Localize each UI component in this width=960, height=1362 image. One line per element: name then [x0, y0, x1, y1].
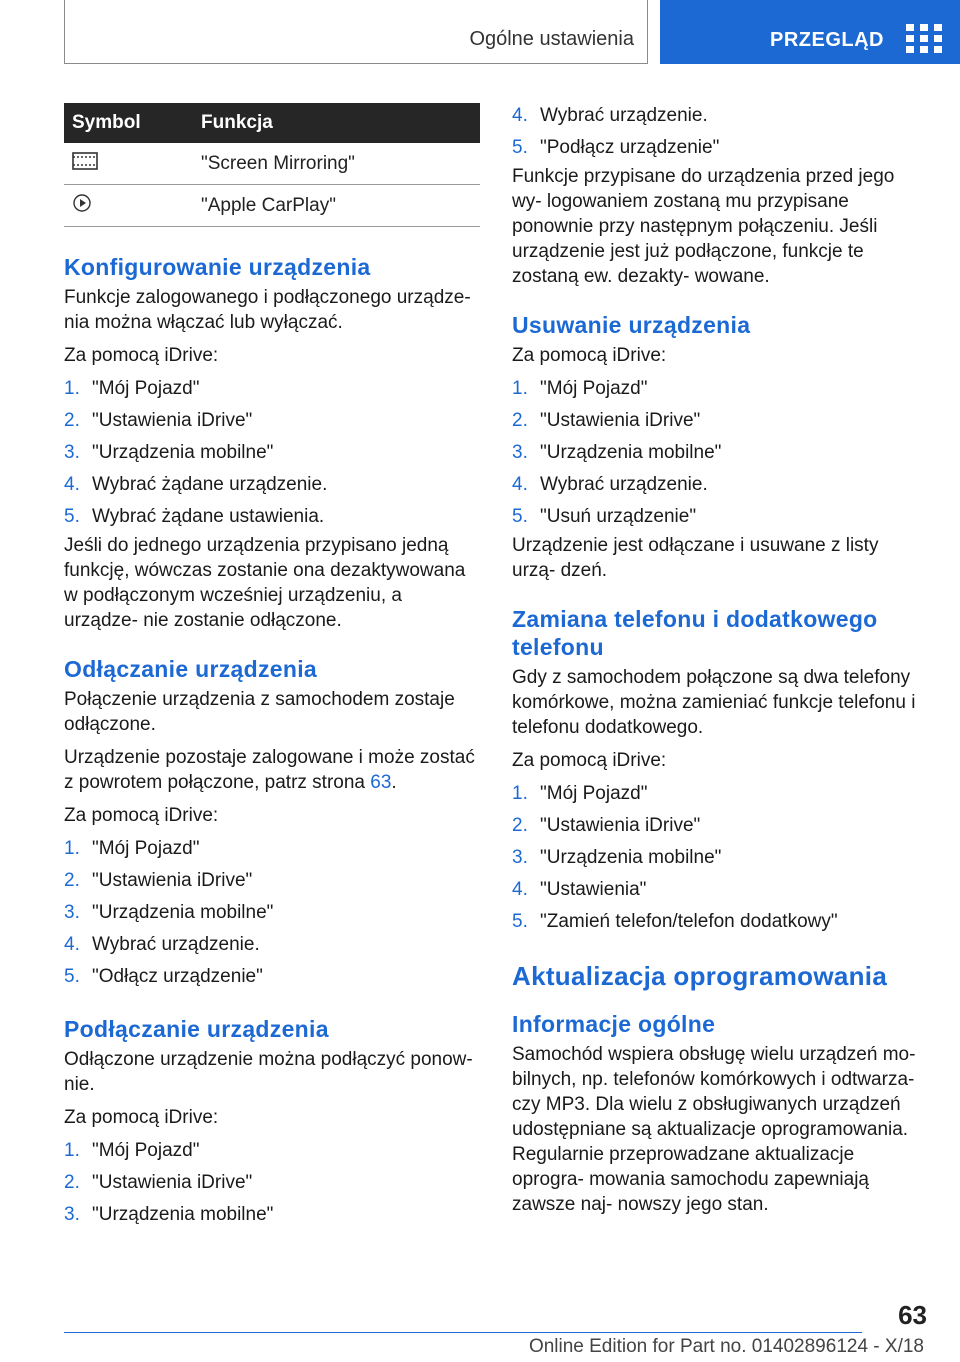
steps-list [512, 778, 924, 938]
table-header-row [64, 103, 480, 143]
paragraph: Urządzenie pozostaje zalogowane i może zostać z powrotem połączone, patrz strona 63. [64, 747, 475, 793]
list-item: 3. "Urządzenia mobilne" [64, 442, 274, 463]
table-cell-function: "Screen Mirroring" [201, 143, 480, 185]
right-column [512, 100, 924, 1217]
list-item: 3. "Urządzenia mobilne" [512, 442, 722, 463]
list-item: 5. "Zamień telefon/telefon dodatkowy" [512, 911, 838, 932]
section-title-box [64, 0, 648, 64]
list-item: 4. Wybrać urządzenie. [512, 474, 708, 495]
paragraph: Funkcje przypisane do urządzenia przed jego wy‐ logowaniem zostaną mu przypisane ponownie przy następnym połączeniu. Jeśli urządzenie jest już podłączone, funkcje te zostaną ew. dezakty‐ wowane. [512, 166, 895, 287]
list-item: 2. "Ustawienia iDrive" [64, 1172, 253, 1193]
list-item: 2. "Ustawienia iDrive" [64, 870, 253, 891]
section-heading-swap-phone: Zamiana telefonu i dodatkowego telefonu [512, 606, 878, 660]
paragraph: Za pomocą iDrive: [64, 805, 219, 826]
list-item: 2. "Ustawienia iDrive" [512, 410, 701, 431]
list-item: 3. "Urządzenia mobilne" [64, 1204, 274, 1225]
table-header-symbol: Symbol [64, 103, 201, 143]
steps-list [64, 1135, 480, 1231]
section-title: Ogólne ustawienia [469, 28, 634, 50]
list-item: 4. "Ustawienia" [512, 879, 647, 900]
page-number: 63 [898, 1300, 927, 1330]
paragraph: Jeśli do jednego urządzenia przypisano jedną funkcję, wówczas zostanie ona dezaktywowana w podłączonym wcześniej urządzeniu, a urządze‐ nie zostanie odłączone. [64, 535, 466, 631]
section-heading-remove: Usuwanie urządzenia [512, 312, 751, 338]
table-row [64, 185, 480, 227]
table-header-function: Funkcja [201, 103, 480, 143]
list-item: 3. "Urządzenia mobilne" [512, 847, 722, 868]
paragraph: Funkcje zalogowanego i podłączonego urządze‐ nia można włączać lub wyłączać. [64, 287, 471, 333]
section-heading-disconnect: Odłączanie urządzenia [64, 656, 317, 682]
steps-list [512, 100, 924, 164]
list-item: 2. "Ustawienia iDrive" [512, 815, 701, 836]
steps-list [512, 373, 924, 533]
symbol-table [64, 103, 480, 227]
list-item: 1. "Mój Pojazd" [512, 378, 648, 399]
footer-divider [64, 1332, 862, 1333]
list-item: 1. "Mój Pojazd" [64, 838, 200, 859]
list-item: 2. "Ustawienia iDrive" [64, 410, 253, 431]
overview-nav-button[interactable] [660, 0, 960, 64]
paragraph: Za pomocą iDrive: [512, 345, 667, 366]
list-item: 5. "Odłącz urządzenie" [64, 966, 263, 987]
grid-menu-icon [906, 24, 944, 54]
steps-list [64, 373, 480, 533]
list-item: 1. "Mój Pojazd" [64, 1140, 200, 1161]
list-item: 1. "Mój Pojazd" [64, 378, 200, 399]
paragraph: Połączenie urządzenia z samochodem zostaje odłączone. [64, 689, 455, 735]
list-item: 4. Wybrać urządzenie. [64, 934, 260, 955]
list-item: 5. Wybrać żądane ustawienia. [64, 506, 325, 527]
list-item: 5. "Podłącz urządzenie" [512, 137, 720, 158]
carplay-icon [72, 193, 92, 219]
paragraph: Samochód wspiera obsługę wielu urządzeń mo‐ bilnych, np. telefonów komórkowych i odtwarza‐ czy MP3. Dla wielu z obsługiwanych urządzeń udostępniane są aktualizacje oprogramowania. Regularnie przeprowadzane aktualizacje oprogra‐ mowania samochodu zapewniają zawsze naj‐ nowszy jego stan. [512, 1044, 916, 1215]
paragraph: Za pomocą iDrive: [64, 1107, 219, 1128]
paragraph: Odłączone urządzenie można podłączyć ponow‐ nie. [64, 1049, 473, 1095]
chapter-heading-software-update: Aktualizacja oprogramowania [512, 961, 888, 991]
section-heading-configure: Konfigurowanie urządzenia [64, 254, 371, 280]
table-cell-function: "Apple CarPlay" [201, 185, 480, 227]
overview-label: PRZEGLĄD [770, 29, 884, 51]
paragraph: Gdy z samochodem połączone są dwa telefony komórkowe, można zamieniać funkcje telefonu i telefonu dodatkowego. [512, 667, 916, 738]
list-item: 4. Wybrać żądane urządzenie. [64, 474, 328, 495]
list-item: 1. "Mój Pojazd" [512, 783, 648, 804]
list-item: 5. "Usuń urządzenie" [512, 506, 697, 527]
section-heading-general-info: Informacje ogólne [512, 1011, 716, 1037]
paragraph: Za pomocą iDrive: [64, 345, 219, 366]
steps-list [64, 833, 480, 993]
list-item: 4. Wybrać urządzenie. [512, 105, 708, 126]
edition-note: Online Edition for Part no. 01402896124 - X/18 [528, 1336, 924, 1357]
paragraph: Za pomocą iDrive: [512, 750, 667, 771]
list-item: 3. "Urządzenia mobilne" [64, 902, 274, 923]
section-heading-connect: Podłączanie urządzenia [64, 1016, 329, 1042]
page-link[interactable]: 63 [370, 772, 392, 793]
paragraph: Urządzenie jest odłączane i usuwane z listy urzą‐ dzeń. [512, 535, 879, 581]
table-row [64, 143, 480, 185]
screen-mirroring-icon [72, 151, 98, 177]
left-column [64, 103, 480, 1231]
